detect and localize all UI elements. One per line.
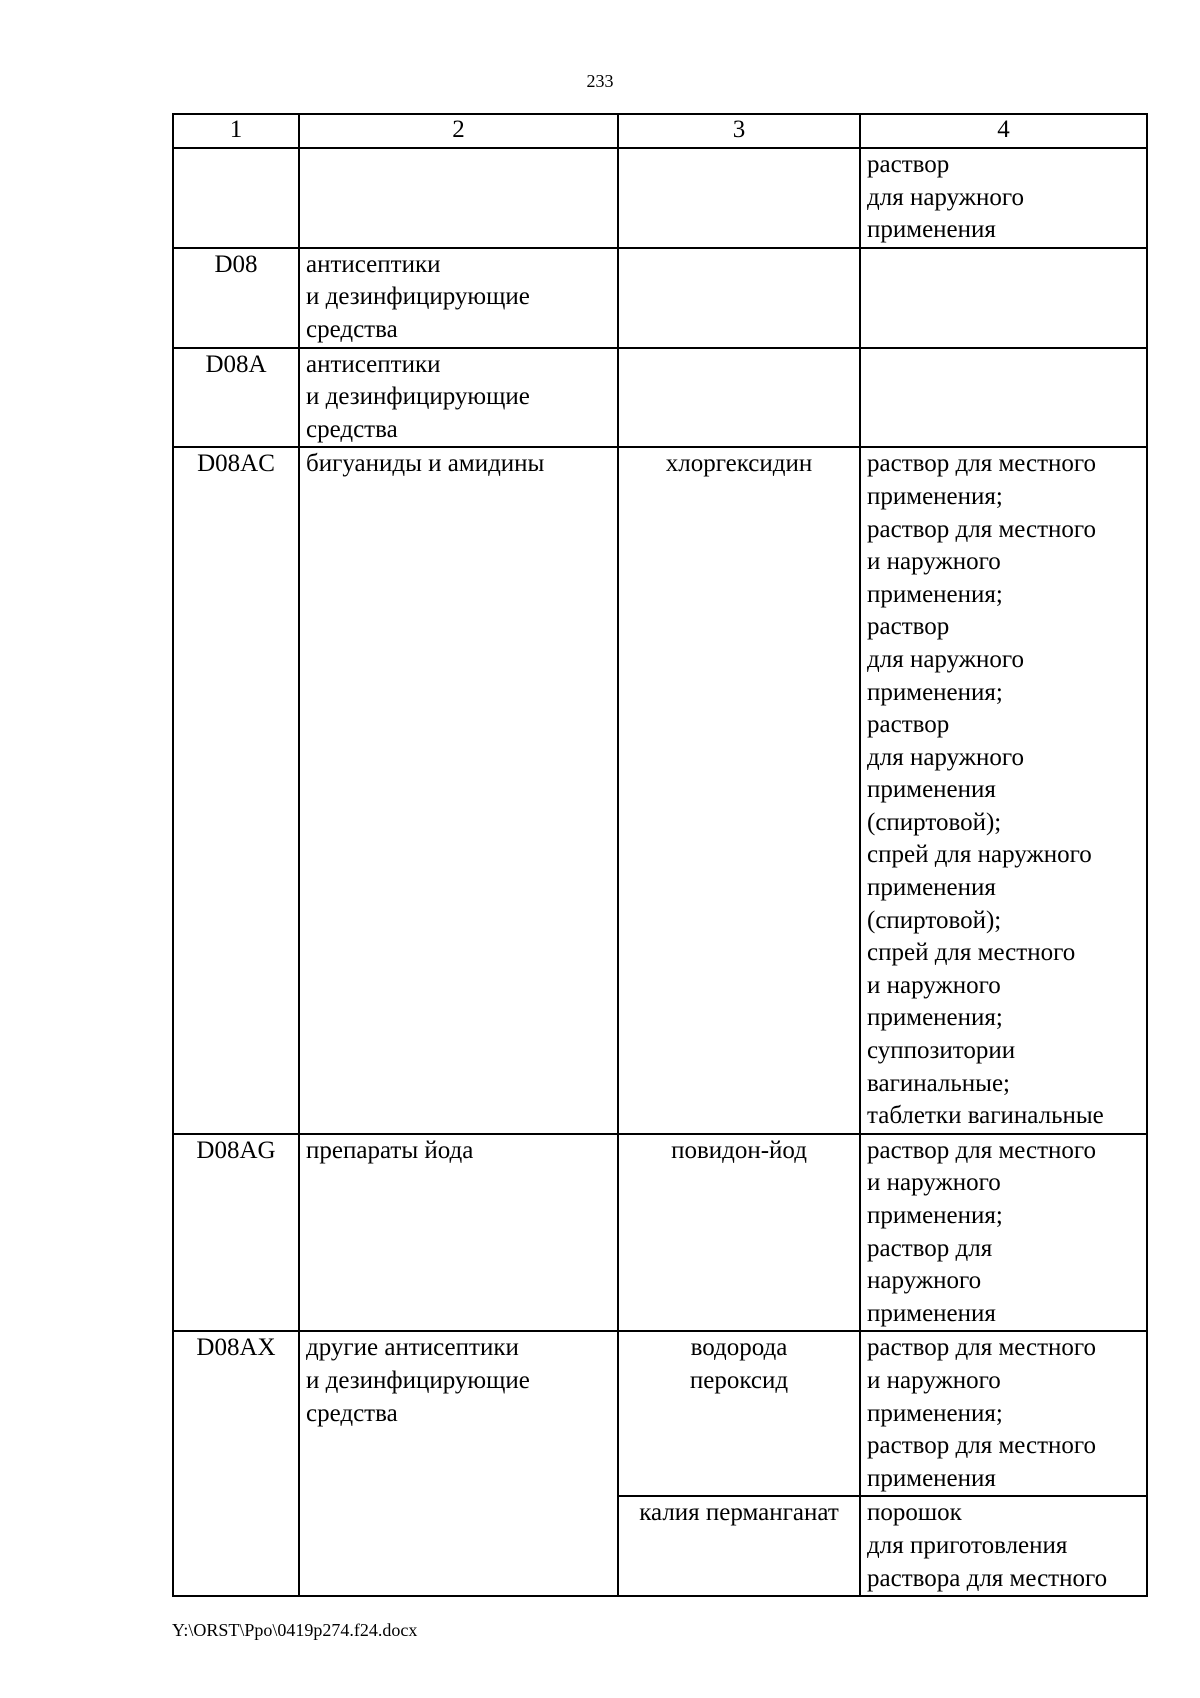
footer-file-path: Y:\ORST\Ppo\0419p274.f24.docx: [172, 1620, 418, 1640]
header-col-3: 3: [618, 114, 860, 148]
dosage-forms-cell: [860, 248, 1147, 348]
table-header-row: [173, 114, 1147, 148]
atc-code-cell: D08AX: [173, 1331, 299, 1596]
header-col-1: 1: [173, 114, 299, 148]
atc-code-cell: [173, 148, 299, 248]
table-row: [173, 1134, 1147, 1332]
table-row: [173, 447, 1147, 1133]
drug-cell: калия перманганат: [618, 1496, 860, 1596]
group-cell: бигуаниды и амидины: [299, 447, 618, 1133]
header-col-4: 4: [860, 114, 1147, 148]
drug-table: [172, 113, 1148, 1597]
dosage-forms-cell: раствор для местного и наружного применения; раствор для местного применения: [860, 1331, 1147, 1496]
group-cell: другие антисептики и дезинфицирующие средства: [299, 1331, 618, 1596]
drug-cell: повидон-йод: [618, 1134, 860, 1332]
dosage-forms-cell: порошок для приготовления раствора для местного: [860, 1496, 1147, 1596]
header-col-2: 2: [299, 114, 618, 148]
drug-cell: [618, 348, 860, 448]
group-cell: антисептики и дезинфицирующие средства: [299, 248, 618, 348]
table-row: [173, 248, 1147, 348]
drug-cell: [618, 148, 860, 248]
page-number: 233: [586, 71, 614, 91]
atc-code-cell: D08: [173, 248, 299, 348]
table-row: [173, 148, 1147, 248]
dosage-forms-cell: раствор для местного и наружного применения; раствор для наружного применения: [860, 1134, 1147, 1332]
table-row: [173, 348, 1147, 448]
group-cell: [299, 148, 618, 248]
atc-code-cell: D08A: [173, 348, 299, 448]
drug-cell: хлоргексидин: [618, 447, 860, 1133]
drug-cell: водорода пероксид: [618, 1331, 860, 1496]
group-cell: антисептики и дезинфицирующие средства: [299, 348, 618, 448]
atc-code-cell: D08AC: [173, 447, 299, 1133]
dosage-forms-cell: [860, 348, 1147, 448]
dosage-forms-cell: раствор для наружного применения: [860, 148, 1147, 248]
atc-code-cell: D08AG: [173, 1134, 299, 1332]
drug-cell: [618, 248, 860, 348]
table-row: [173, 1331, 1147, 1496]
group-cell: препараты йода: [299, 1134, 618, 1332]
dosage-forms-cell: раствор для местного применения; раствор для местного и наружного применения; раствор для наружного применения; раствор для наружного применения (спиртовой); спрей для наружного применения (спиртовой); спрей для местного и наружного применения; суппозитории вагинальные; таблетки вагинальные: [860, 447, 1147, 1133]
